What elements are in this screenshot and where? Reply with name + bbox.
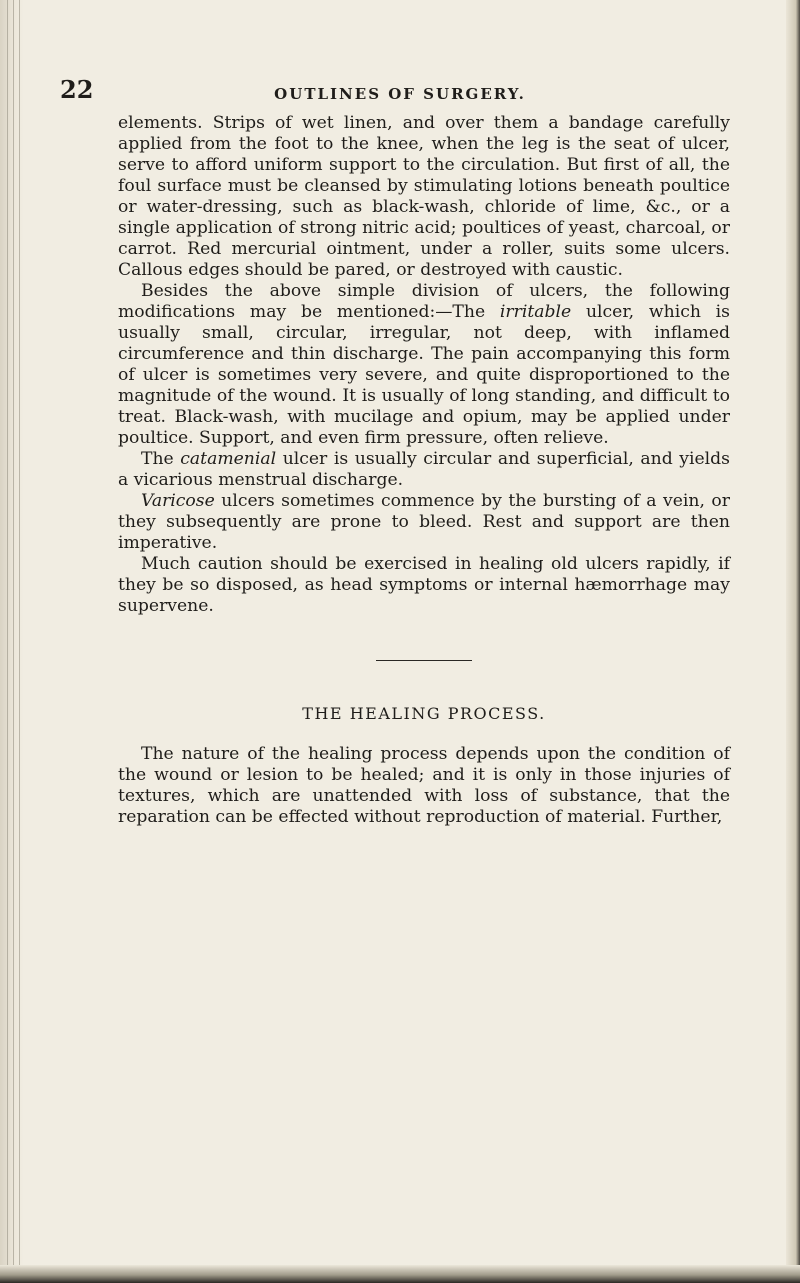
gutter-line [13,0,14,1283]
running-head: OUTLINES OF SURGERY. [274,85,526,103]
gutter-line [19,0,20,1283]
term-varicose: Varicose [141,491,215,511]
text-span: ulcer, which is usually small, circular, irregular, not deep, with inflamed circumference and thin discharge. The pain accompanying this form of ulcer is sometimes very severe, and quite disproportioned to the magnitude of the wound. It is usually of long standing, and difficult to treat. Black-wash, with mucilage and opium, may be applied under poultice. Support, and even firm pressure, often relieve. [118,302,730,448]
page-edge-bottom [0,1265,800,1283]
page-header [0,75,800,115]
section-heading: THE HEALING PROCESS. [302,704,546,723]
paragraph-continuation: elements. Strips of wet linen, and over them a bandage carefully applied from the foot to the knee, when the leg is the seat of ulcer, serve to afford uniform support to the circulation. But first of all, the foul surface must be cleansed by stimulating lotions beneath poultice or water-dressing, such as black-wash, chloride of lime, &c., or a single application of strong nitric acid; poultices of yeast, charcoal, or carrot. Red mercurial ointment, under a roller, suits some ulcers. Callous edges should be pared, or destroyed with caustic. [118,113,730,280]
section-divider [376,660,472,661]
term-catamenial: catamenial [180,449,277,469]
page-edge-right [786,0,800,1283]
paragraph-catamenial [118,449,730,491]
text-span: ulcers sometimes commence by the bursting of a vein, or they subsequently are prone to bleed. Rest and support are then imperative. [118,491,730,553]
text-span: ulcer is usually circular and superficial, and yields a vicarious menstrual discharge. [118,449,731,490]
gutter-line [7,0,8,1283]
paragraph-caution: Much caution should be exercised in healing old ulcers rapidly, if they be so disposed, as head symptoms or internal hæmorrhage may supervene. [118,554,730,616]
paragraph-healing-process: The nature of the healing process depends upon the condition of the wound or lesion to be healed; and it is only in those injuries of textures, which are unattended with loss of substance, that the reparation can be effected without reproduction of material. Further, [118,744,730,827]
binding-gutter [0,0,24,1283]
text-span: The [141,449,181,469]
paragraph-varicose [118,491,730,554]
term-irritable: irritable [499,302,572,322]
body-text [118,113,730,828]
page-number: 22 [60,75,94,104]
paragraph-ulcer-modifications [118,281,730,449]
text-span: Besides the above simple division of ulcers, the following modifications may be mentioned:—The [118,281,730,322]
